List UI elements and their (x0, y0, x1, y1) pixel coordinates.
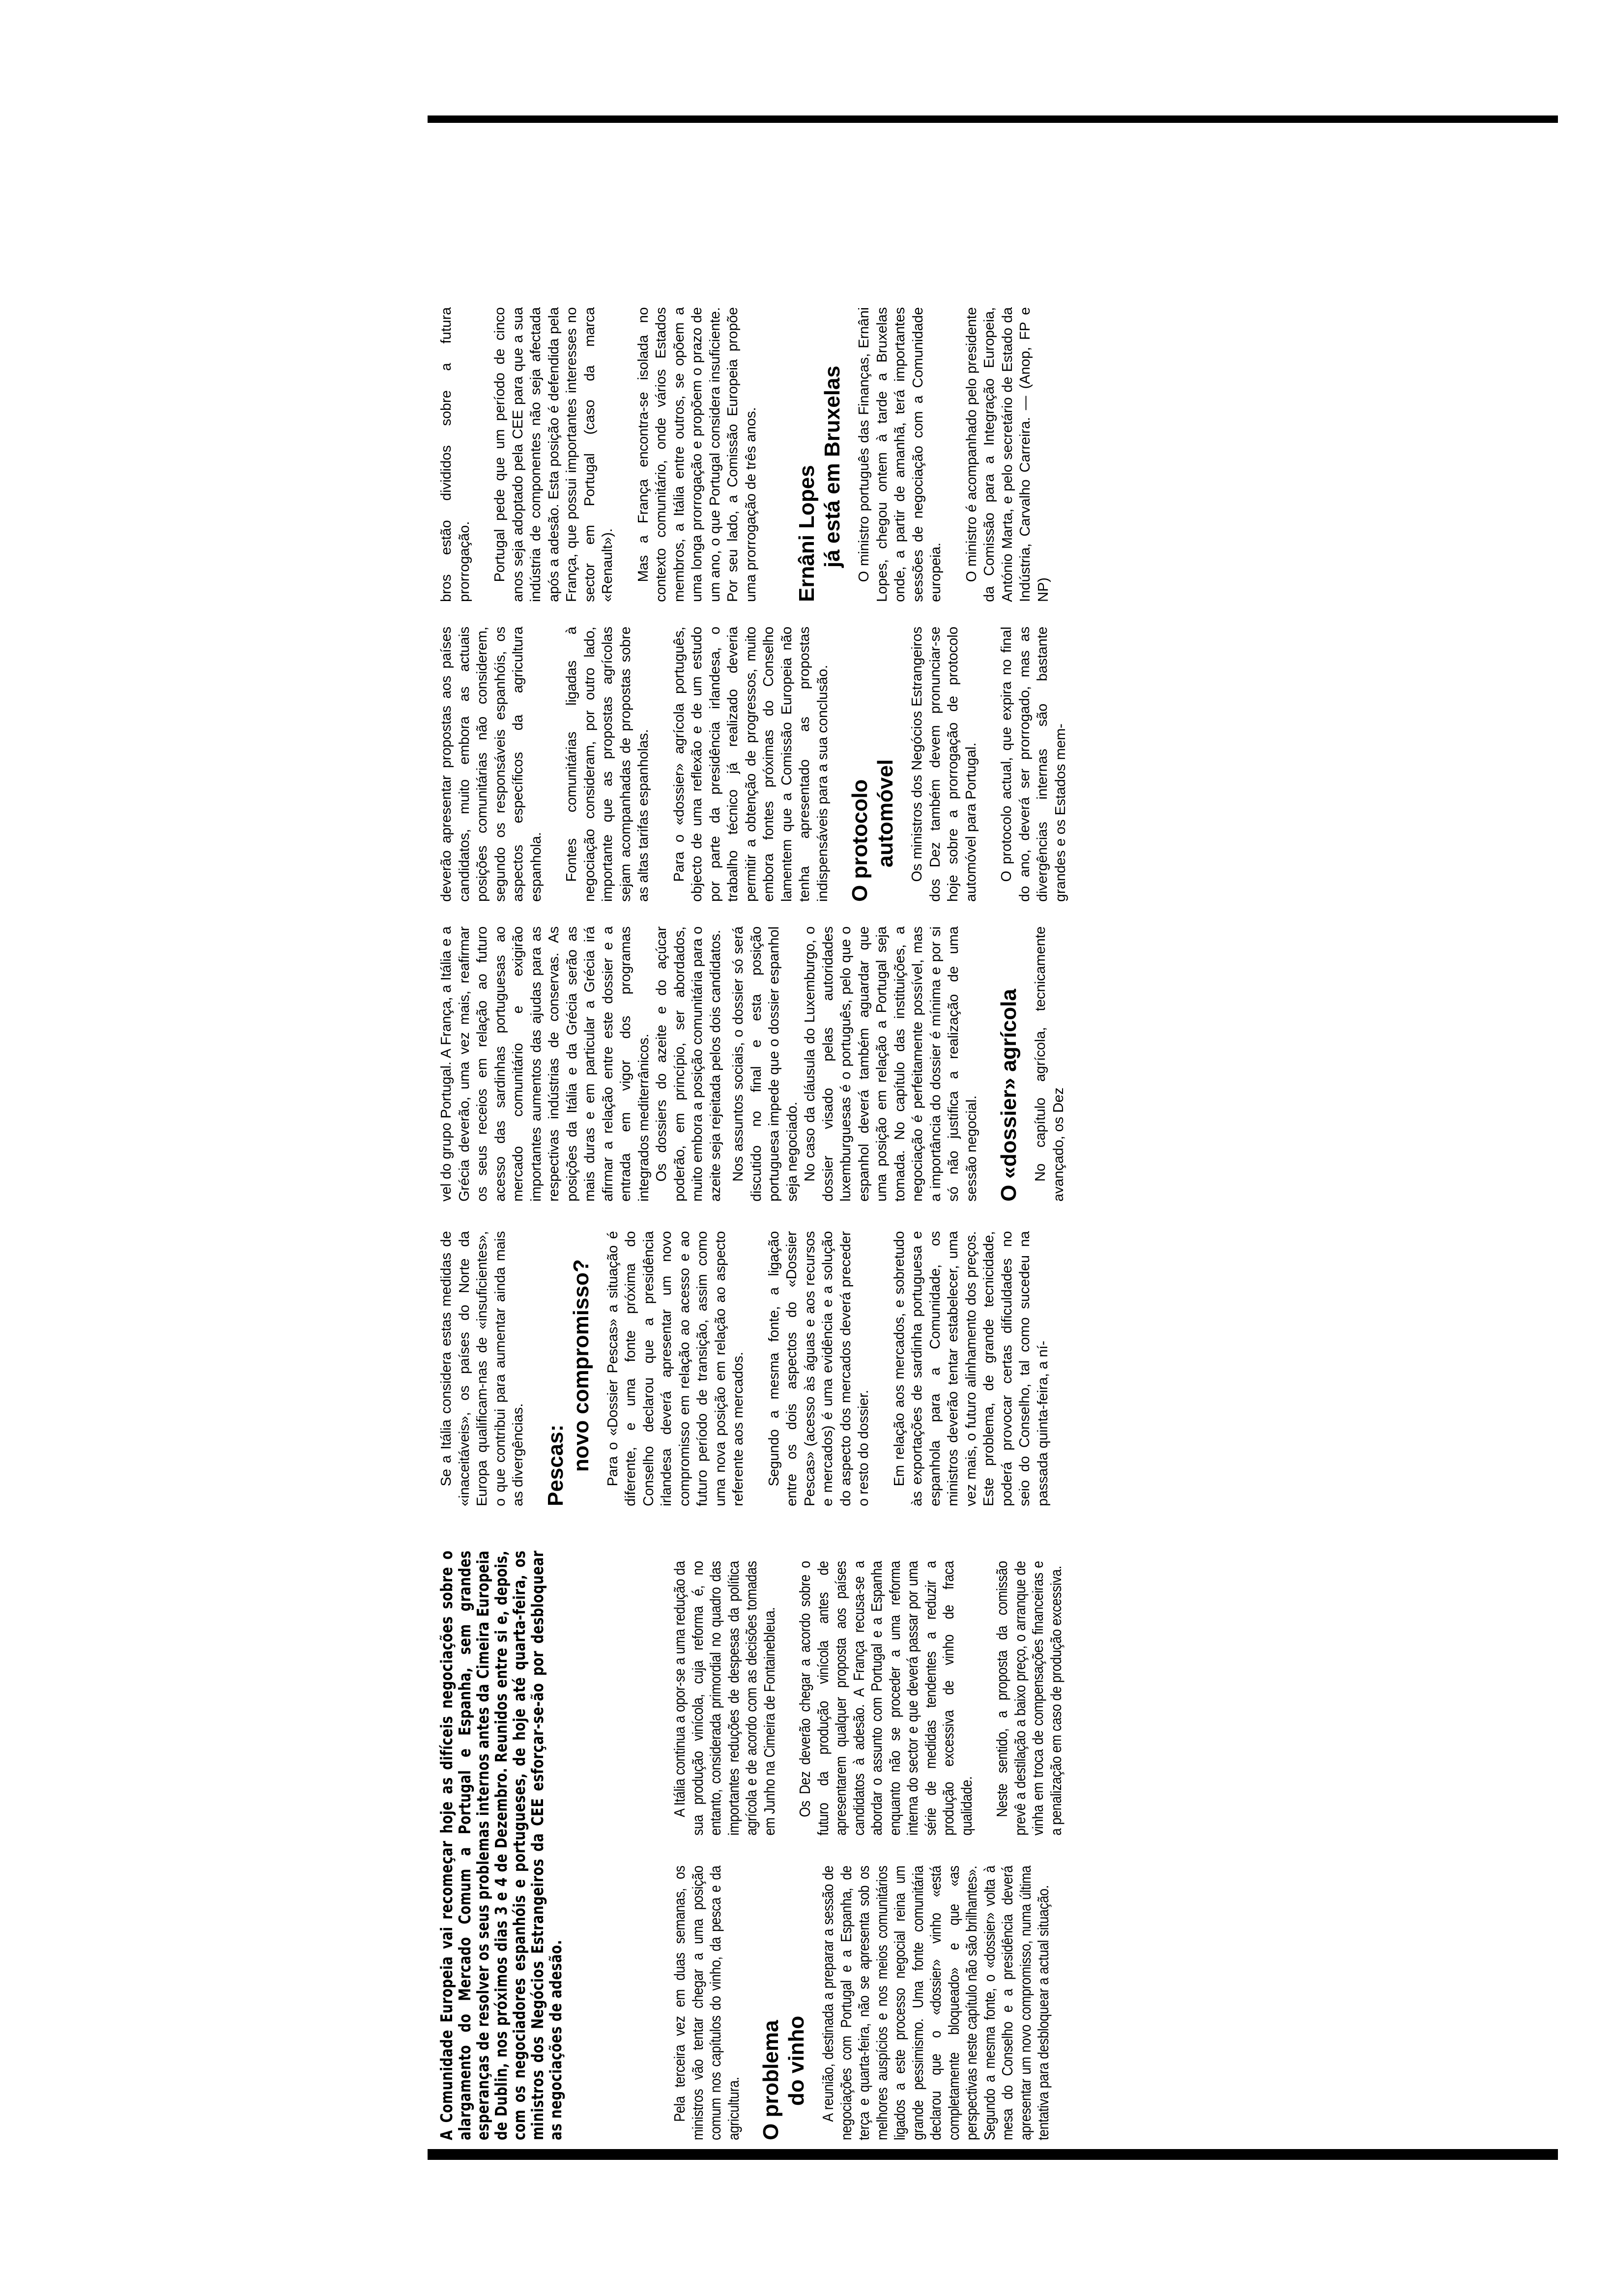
column-4 (437, 926, 1067, 1202)
paragraph: Portugal pede que um período de cinco anos seja adoptado pela CEE para que a sua indústria de componentes não seja afectada após a adesão. Esta posição é defendida pela França, que possui importantes interesses no sector em Portugal (caso da marca «Renault»). (492, 307, 615, 602)
paragraph: A reunião, destinada a preparar a sessão de negociações com Portugal e a Espanha, de terça e quarta-feira, não se apresenta sob os melhores auspícios e nos meios comunitários ligados a este processo negocial reina um grande pessimismo. Uma fonte comunitária declarou que o «dossier» vinho «está completamente bloqueado» e que «as perspectivas neste capítulo não são brilhantes». Segundo a mesma fonte, o «dossier» volta à mesa do Conselho e a presidência deverá apresentar um novo compromisso, numa última tentativa para desbloquear a actual situação. (819, 1866, 1052, 2140)
paragraph: Se a Itália considera estas medidas de «inaceitáveis», os países do Norte da Europa qualificam-nas de «insuficientes», o que contribui para aumentar ainda mais as divergências. (438, 1231, 526, 1506)
lead-paragraph: A Comunidade Europeia vai recomeçar hoje as difíceis negociações sobre o alargamento do Mercado Comum a Portugal e Espanha, sem grandes esperanças de resolver os seus problemas internos antes da Cimeira Europeia de Dublin, nos próximos dias 3 e 4 de Dezembro. Reunidos entre si e, depois, com os negociadores espanhóis e portugueses, de hoje até quarta-feira, os ministros dos Negócios Estrangeiros da CEE esforçar-se-ão por desbloquear as negociações de adesão. (437, 1550, 565, 2140)
column-1 (671, 1865, 1053, 2140)
paragraph: O protocolo actual, que expira no final do ano, deverá ser prorrogado, mas as divergências internas são bastante grandes e os Estados mem- (999, 627, 1068, 902)
paragraph: A Itália continua a opor-se a uma redução da sua produção vinícola, cuja reforma é, no entanto, considerada primordial no quadro das importantes reduções de despesas da política agrícola e de acordo com as decisões tomadas em Junho na Cimeira de Fontainebleua. (671, 1561, 778, 1836)
paragraph: Mas a França encontra-se isolada no contexto comunitário, onde vários Estados membros, a Itália entre outros, se opõem a uma longa prorrogação e propõem o prazo de um ano, o que Portugal considera insuficiente. Por seu lado, a Comissão Europeia propõe uma prorrogação de três anos. (635, 307, 759, 602)
column-5 (437, 627, 1069, 902)
paragraph: Para o «Dossier Pescas» a situação é diferente, e uma fonte próxima do Conselho declarou que a presidência irlandesa deverá apresentar um novo compromisso em relação ao acesso e ao futuro período de transição, assim como uma nova posição em relação ao aspecto referente aos mercados. (604, 1231, 746, 1506)
subheading-ernani-lopes: Ernâni Lopes já está em Bruxelas (795, 366, 844, 602)
article-body (437, 135, 1548, 2140)
subheading-agricultural-dossier: O «dossier» agrícola (997, 989, 1021, 1202)
paragraph: vel do grupo Portugal. A França, a Itália e a Grécia deverão, uma vez mais, reafirmar os seus receios em relação ao futuro acesso das sardinhas portuguesas ao mercado comunitário e exigirão importantes aumentos das ajudas para as respectivas indústrias de conservas. As posições da Itália e da Grécia serão as mais duras e em particular a Grécia irá afirmar a relação entre este dossier e a entrada em vigor dos programas integrados mediterrânicos. (438, 926, 652, 1202)
right-border-rule (428, 115, 1558, 118)
subheading-wine-problem: O problema do vinho (759, 2015, 808, 2140)
subheading-auto-protocol: O protocolo automóvel (848, 759, 897, 902)
column-2 (671, 1560, 1065, 1836)
paragraph: O ministro é acompanhado pelo presidente da Comissão para a Integração Europeia, António Marta, e pelo secretário de Estado da Indústria, Carvalho Carreira. — (Anop, FP e NP) (963, 307, 1051, 602)
paragraph: O ministro português das Finanças, Ernâni Lopes, chegou ontem à tarde a Bruxelas onde, a partir de amanhã, terá importantes sessões de negociação com a Comunidade europeia. (856, 307, 944, 602)
paragraph: Fontes comunitárias ligadas à negociação consideram, por outro lado, importante que as propostas agrícolas sejam acompanhadas de propostas sobre as altas tarifas espanholas. (564, 627, 651, 902)
paragraph: Os ministros dos Negócios Estrangeiros dos Dez também devem pronunciar-se hoje sobre a prorrogação de protocolo automóvel para Portugal. (909, 627, 979, 902)
subheading-fisheries: Pescas: novo compromisso? (543, 1259, 593, 1506)
paragraph: No caso da cláusula do Luxemburgo, o dossier visado pelas autoridades luxemburguesas é o português, pelo que o espanhol deverá também aguardar que uma posição em relação a Portugal seja tomada. No capítulo das instituições, a negociação é perfeitamente possível, mas a importância do dossier é mínima e por si só não justifica a realização de uma sessão negocial. (802, 926, 979, 1202)
lead-block (437, 1550, 565, 2140)
bottom-border-rule (428, 118, 1558, 123)
paragraph: Os Dez deverão chegar a acordo sobre o futuro da produção vinícola antes de apresentarem qualquer proposta aos países candidatos à adesão. A França recusa-se a abordar o assunto com Portugal e a Espanha enquanto não se proceder a uma reforma interna do sector e que deverá passar por uma série de medidas tendentes a reduzir a produção excessiva de vinho de fraca qualidade. (796, 1561, 975, 1836)
paragraph: Neste sentido, a proposta da comissão prevê a destilação a baixo preço, o arranque de vinha em troca de compensações financeiras e a penalização em caso de produção excessiva. (993, 1561, 1065, 1836)
paragraph: Os dossiers do azeite e do açúcar poderão, em princípio, ser abordados, muito embora a posição comunitária para o azeite seja rejeitada pelos dois candidatos. (654, 926, 723, 1202)
top-border-rule (428, 2149, 1558, 2160)
paragraph: No capítulo agrícola, tecnicamente avançado, os Dez (1033, 926, 1066, 1202)
paragraph: Em relação aos mercados, e sobretudo às exportações de sardinha portuguesa e espanhola para a Comunidade, os ministros deverão tentar estabelecer, uma vez mais, o futuro alinhamento dos preços. Este problema, de grande tecnicidade, poderá provocar certas dificuldades no seio do Conselho, tal como sucedeu na passada quinta-feira, a ní- (891, 1231, 1051, 1506)
column-6 (437, 307, 1052, 602)
column-3 (437, 1231, 1052, 1506)
paragraph: deverão apresentar propostas aos países candidatos, muito embora as actuais posições comunitárias não considerem, segundo os responsáveis espanhóis, os aspectos específicos da agricultura espanhola. (438, 627, 544, 902)
newspaper-clipping-rotated (428, 115, 1558, 2160)
paragraph: Segundo a mesma fonte, a ligação entre os dois aspectos do «Dossier Pescas» (acesso às águas e aos recursos e mercados) é uma evidência e a solução do aspecto dos mercados deverá preceder o resto do dossier. (766, 1231, 871, 1506)
paragraph: Nos assuntos sociais, o dossier só será discutido no final e esta posição portuguesa impede que o dossier espanhol seja negociado. (730, 926, 800, 1202)
paragraph: Pela terceira vez em duas semanas, os ministros vão tentar chegar a uma posição comum nos capítulos do vinho, da pesca e da agricultura. (671, 1866, 742, 2140)
paragraph: Para o «dossier» agrícola português, objecto de uma reflexão e de um estudo por parte da presidência irlandesa, o trabalho técnico já realizado deveria permitir a obtenção de progressos, muito embora fontes próximas do Conselho lamentem que a Comissão Europeia não tenha apresentado as propostas indispensáveis para a sua conclusão. (671, 627, 831, 902)
paragraph: bros estão divididos sobre a futura prorrogação. (438, 307, 472, 602)
